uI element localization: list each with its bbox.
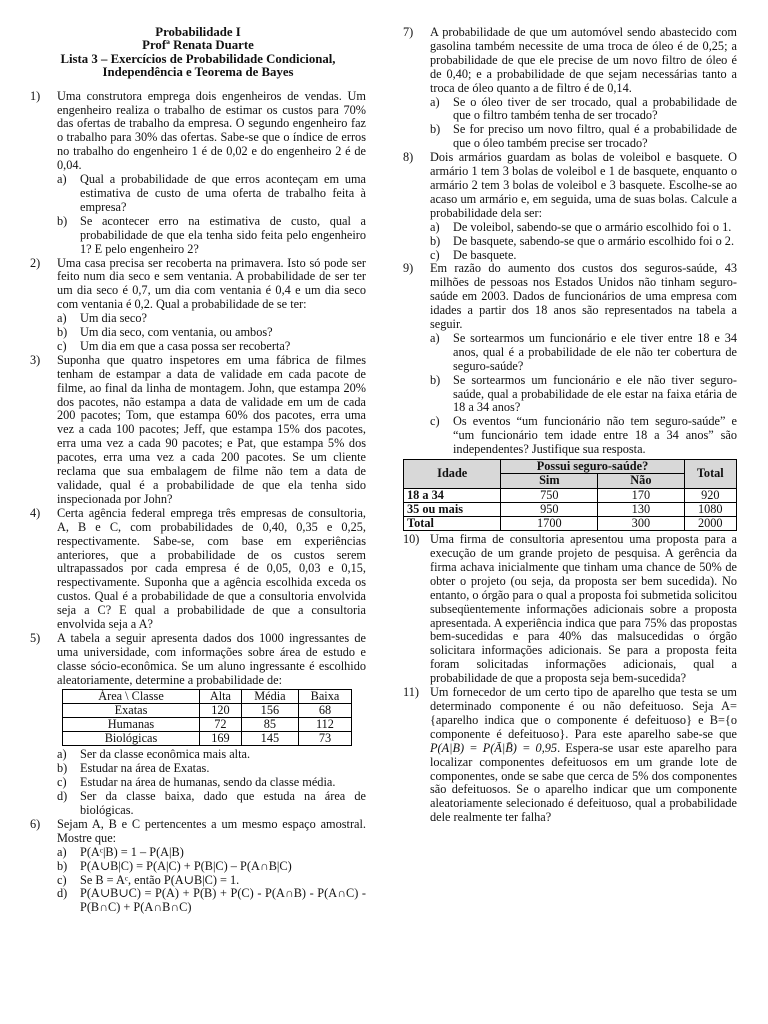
table-row xyxy=(404,488,737,502)
table-cell: 73 xyxy=(298,732,351,746)
question-number: 8) xyxy=(403,150,414,165)
question-text: A tabela a seguir apresenta dados dos 1000 ingressantes de uma universidade, com informações sobre área de estudo e classe sócio-econômica. Se um aluno ingressante é escolhido aleatoriamente, determine a probabilidade de: xyxy=(57,630,366,687)
insurance-table xyxy=(403,459,737,531)
question-text: Um fornecedor de um certo tipo de aparelho que testa se um determinado componente é ou não defeituoso. Seja A={aparelho indica que o componente é defeituoso} e B={o componente é defeituoso}. Para este aparelho sabe-se que P(A|B) = P(Ā|B̄) = 0,95. Espera-se usar este aparelho para localizar componentes defeituosos em um grande lote de componentes, onde se sabe que cerca de 5% dos componentes são defeituosos. Se o aparelho indicar que um componente aleatoriamente selecionado é defeituoso, qual a probabilidade dele realmente ter falha? xyxy=(430,685,738,825)
question-text: Uma firma de consultoria apresentou uma proposta para a execução de um grande projeto de pesquisa. A gerência da firma achava inicialmente que tinham uma chance de 50% de obter o projeto (ou seja, da proposta ser bem sucedida). No entanto, o órgão para o qual a proposta foi submetida solicitou subseqüentemente informações adicionais sobre a proposta apresentada. A experiência indica que para 75% das propostas bem-sucedidas e para 40% das malsucedidas o órgão solicitara informações adicionais. Se para a proposta feita foram solicitadas informações adicionais, qual a probabilidade de que a proposta seja bem-sucedida? xyxy=(430,532,737,686)
item-a: a) Se sortearmos um funcionário e ele tiver entre 18 e 34 anos, qual é a probabilidade de ele não ter cobertura de seguro-saúde? xyxy=(430,330,737,373)
table-cell: 112 xyxy=(298,718,351,732)
table-cell: Humanas xyxy=(63,718,200,732)
question-6 xyxy=(30,818,366,915)
question-7 xyxy=(403,26,737,151)
question-9 xyxy=(403,262,737,457)
table-row xyxy=(63,718,352,732)
area-class-table xyxy=(62,689,352,747)
table-cell: 85 xyxy=(241,718,298,732)
course-title: Probabilidade I xyxy=(155,25,241,39)
professor-name: Profª Renata Duarte xyxy=(142,38,254,53)
item-c: c) De basquete. xyxy=(430,247,517,262)
table-cell: 1700 xyxy=(501,516,598,530)
item-a: a) Um dia seco? xyxy=(57,311,147,326)
table-header-cell: Alta xyxy=(200,689,242,703)
item-b: b) De basquete, sabendo-se que o armário escolhido foi o 2. xyxy=(430,233,735,248)
table-row xyxy=(404,502,737,516)
question-text: Certa agência federal emprega três empresas de consultoria, A, B e C, com probabilidades de 0,40, 0,35 e 0,25, respectivamente. Sabe-se, com base em experiências anteriores, que a probabilidade de os custos serem ultrapassados por cada empresa é de 0,05, 0,03 e 0,15, respectivamente. Suponha que a agência escolhida exceda os custos. Qual é a probabilidade de que a consultoria envolvida seja a C? E qual a probabilidade de que a consultoria envolvida seja a A? xyxy=(57,505,366,632)
question-text: Uma construtora emprega dois engenheiros de vendas. Um engenheiro realiza o trabalho de estimar os custos para 70% das ofertas de trabalho da empresa. O segundo engenheiro faz o trabalho para 30% das ofertas. Sabe-se que o índice de erros no trabalho do engenheiro 1 é de 0,02 e do engenheiro 2 é de 0,04. xyxy=(57,88,366,173)
question-number: 11) xyxy=(403,685,419,700)
item-a: a) P(Aᶜ|B) = 1 – P(A|B) xyxy=(57,844,184,859)
table-cell: 18 a 34 xyxy=(404,488,501,502)
item-b: b) P(A∪B|C) = P(A|C) + P(B|C) – P(A∩B|C) xyxy=(57,858,292,873)
table-cell: Total xyxy=(404,516,501,530)
table-cell: 750 xyxy=(501,488,598,502)
table-row xyxy=(63,732,352,746)
item-c: c) Estudar na área de humanas, sendo da classe média. xyxy=(57,775,336,790)
question-3 xyxy=(30,354,366,507)
question-number: 2) xyxy=(30,255,41,270)
list-title: Lista 3 – Exercícios de Probabilidade Condicional, xyxy=(60,51,336,66)
item-d: d) Ser da classe baixa, dado que estuda na área de biológicas. xyxy=(57,789,366,818)
item-b: b) Se sortearmos um funcionário e ele não tiver seguro-saúde, qual a probabilidade de ele estar na faixa etária de 18 a 34 anos? xyxy=(430,372,737,415)
question-1 xyxy=(30,90,366,257)
question-text: Uma casa precisa ser recoberta na primavera. Isto só pode ser feito num dia seco e sem ventania. A probabilidade de ser ter um dia seco é 0,7, um dia com ventania é 0,4 e um dia seco com ventania é 0,2. Qual a probabilidade de se ter: xyxy=(57,255,366,312)
table-row xyxy=(404,516,737,530)
table-row xyxy=(63,703,352,717)
question-number: 5) xyxy=(30,630,41,645)
question-text: Suponha que quatro inspetores em uma fábrica de filmes tenham de estampar a data de validade em cada pacote de filme, ao final da linha de montagem. John, que estampa 20% dos pacotes, não estampa a data de validade em um de cada 200 pacotes; Tom, que estampa 60% dos pacotes, erra uma vez a cada 100 pacotes; Jeff, que estampa 15% dos pacotes, erra uma vez a cada 90 pacotes; e Pat, que estampa 5% dos pacotes, erra uma vez a cada 200 pacotes. Se um cliente reclama que sua embalagem de filme não tem a data de validade, qual é a probabilidade de que ela tenha sido inspecionada por John? xyxy=(57,352,366,506)
table-cell: 156 xyxy=(241,703,298,717)
question-11 xyxy=(403,686,737,825)
question-number: 3) xyxy=(30,352,41,367)
item-b: b) Estudar na área de Exatas. xyxy=(57,761,210,776)
right-column xyxy=(403,26,737,825)
formula: P(A|B) = P(Ā|B̄) = 0,95 xyxy=(430,740,558,755)
table-header-row xyxy=(63,689,352,703)
table-cell: 169 xyxy=(200,732,242,746)
table-cell: 35 ou mais xyxy=(404,502,501,516)
item-b: b) Um dia seco, com ventania, ou ambos? xyxy=(57,325,273,340)
table-cell: 1080 xyxy=(684,502,736,516)
item-a: a) Se o óleo tiver de ser trocado, qual a probabilidade de que o filtro também tenha de ser trocado? xyxy=(430,94,737,123)
table-header-cell: Área \ Classe xyxy=(63,689,200,703)
item-a: a) Ser da classe econômica mais alta. xyxy=(57,747,251,762)
question-number: 4) xyxy=(30,505,41,520)
table-cell: 145 xyxy=(241,732,298,746)
question-number: 6) xyxy=(30,816,41,831)
table-header-cell: Possui seguro-saúde? xyxy=(501,460,684,474)
table-header-cell: Não xyxy=(598,474,684,488)
table-cell: 130 xyxy=(598,502,684,516)
question-text: Dois armários guardam as bolas de voleibol e basquete. O armário 1 tem 3 bolas de voleibol e 1 de basquete, enquanto o armário 2 tem 3 bolas de voleibol e 3 basquete. Escolhe-se ao acaso um armário e, em seguida, uma de suas bolas. Calcule a probabilidade dela ser: xyxy=(430,150,737,220)
question-number: 7) xyxy=(403,25,414,39)
question-8 xyxy=(403,151,737,262)
header xyxy=(30,26,366,80)
table-cell: 120 xyxy=(200,703,242,717)
question-text: Sejam A, B e C pertencentes a um mesmo espaço amostral. Mostre que: xyxy=(57,816,366,845)
table-cell: 300 xyxy=(598,516,684,530)
table-cell: Biológicas xyxy=(63,732,200,746)
item-b: b) Se acontecer erro na estimativa de custo, qual a probabilidade de que ela tenha sido feita pelo engenheiro 1? E pelo engenheiro 2? xyxy=(57,213,366,256)
question-2 xyxy=(30,257,366,354)
question-4 xyxy=(30,507,366,632)
item-c: c) Um dia em que a casa possa ser recoberta? xyxy=(57,338,291,353)
question-number: 10) xyxy=(403,532,420,547)
table-header-cell: Total xyxy=(684,460,736,488)
table-cell: 68 xyxy=(298,703,351,717)
item-a: a) De voleibol, sabendo-se que o armário escolhido foi o 1. xyxy=(430,219,732,234)
question-text: Em razão do aumento dos custos dos seguros-saúde, 43 milhões de pessoas nos Estados Unidos não tinham seguro-saúde em 2003. Dados de funcionários de uma empresa com idades a partir dos 18 anos são representados na tabela a seguir. xyxy=(430,261,737,332)
question-10 xyxy=(403,533,737,686)
question-number: 1) xyxy=(30,88,41,103)
table-cell: 950 xyxy=(501,502,598,516)
table-cell: Exatas xyxy=(63,703,200,717)
question-number: 9) xyxy=(403,261,414,276)
question-text: A probabilidade de que um automóvel sendo abastecido com gasolina também necessite de uma troca de óleo é de 0,25; a probabilidade de que ele precise de um novo filtro de óleo é de 0,40; e a probabilidade de que sejam necessárias tanto a troca de óleo quanto a de filtro é de 0,14. xyxy=(430,25,737,95)
table-cell: 2000 xyxy=(684,516,736,530)
table-header-row xyxy=(404,460,737,474)
item-d: d) P(A∪B∪C) = P(A) + P(B) + P(C) - P(A∩B) - P(A∩C) - P(B∩C) + P(A∩B∩C) xyxy=(57,886,366,915)
item-a: a) Qual a probabilidade de que erros aconteçam em uma estimativa de custo de uma oferta de trabalho feita à empresa? xyxy=(57,172,366,214)
table-cell: 920 xyxy=(684,488,736,502)
item-c: c) Os eventos “um funcionário não tem seguro-saúde” e “um funcionário tem idade entre 18 a 34 anos” são independentes? Justifique sua resposta. xyxy=(430,414,737,457)
table-header-cell: Sim xyxy=(501,474,598,488)
item-c: c) Se B = Aᶜ, então P(A∪B|C) = 1. xyxy=(57,872,240,887)
item-b: b) Se for preciso um novo filtro, qual é a probabilidade de que o óleo também precise ser trocado? xyxy=(430,122,737,151)
left-column xyxy=(30,26,366,915)
list-subtitle: Independência e Teorema de Bayes xyxy=(102,65,294,80)
table-header-cell: Média xyxy=(241,689,298,703)
table-header-cell: Baixa xyxy=(298,689,351,703)
table-cell: 72 xyxy=(200,718,242,732)
question-5 xyxy=(30,632,366,818)
table-cell: 170 xyxy=(598,488,684,502)
table-header-cell: Idade xyxy=(404,460,501,488)
